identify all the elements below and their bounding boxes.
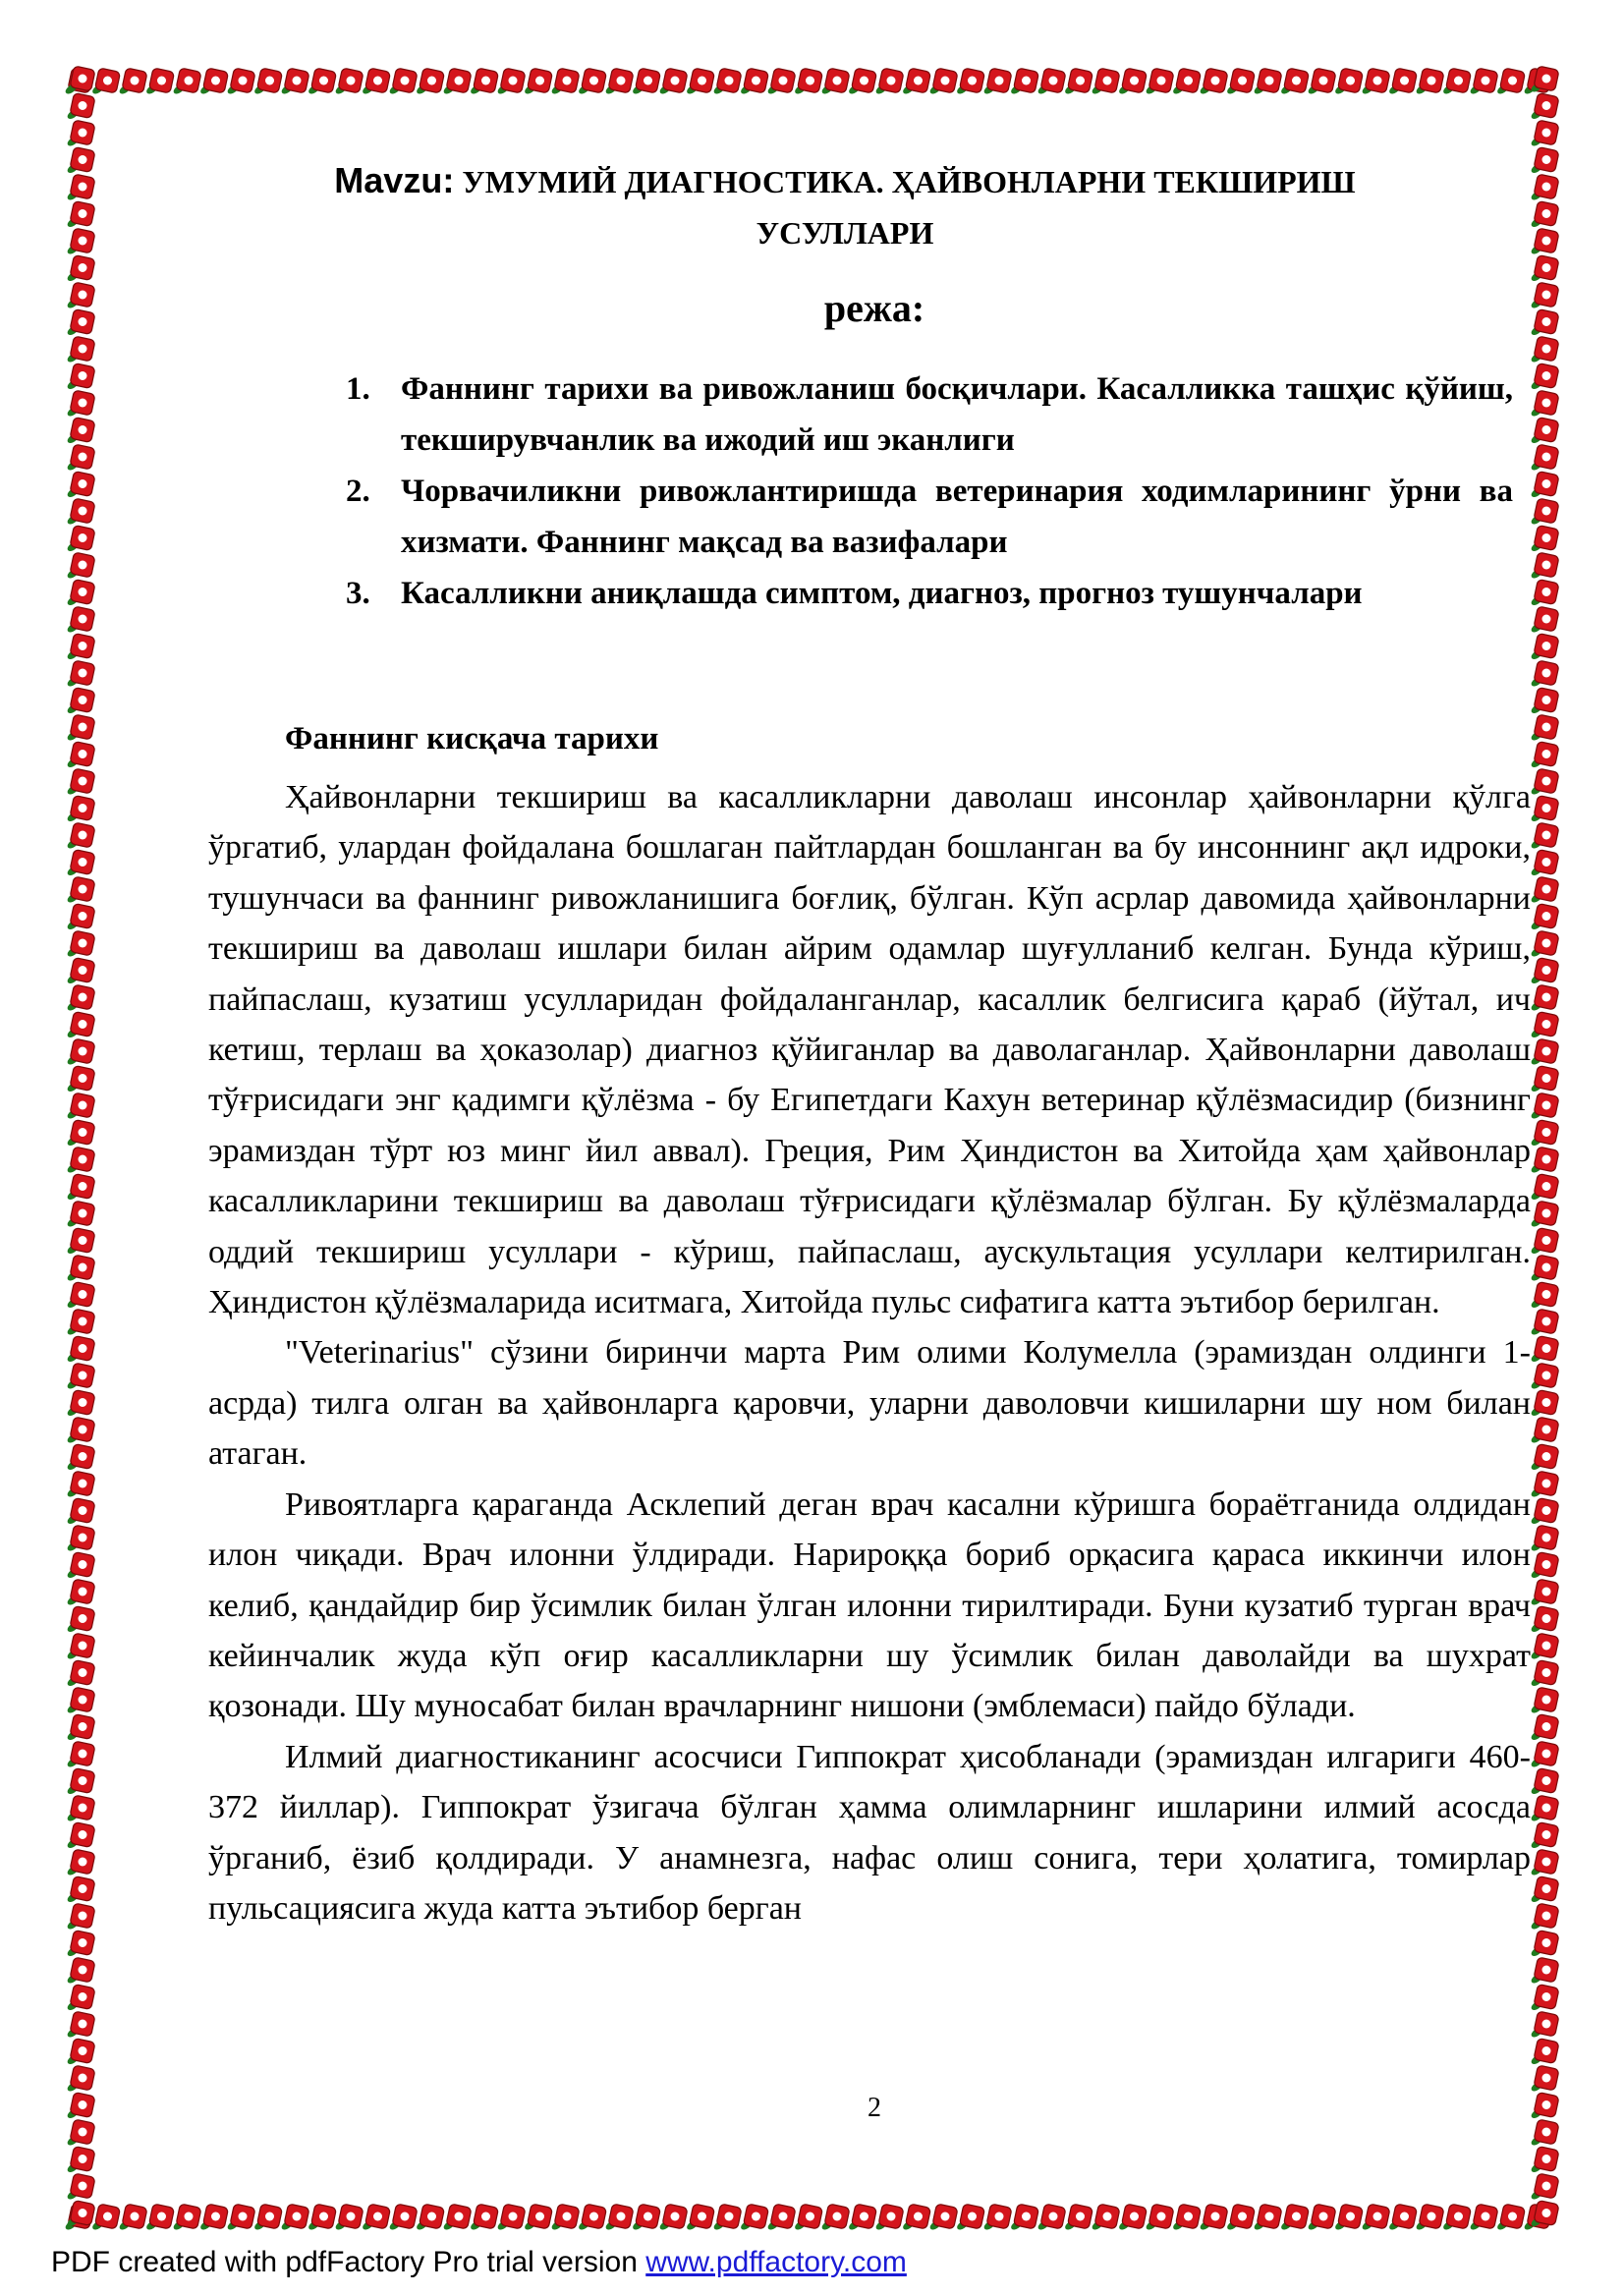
flower-ornament-icon bbox=[66, 849, 95, 876]
flower-ornament-icon bbox=[658, 68, 688, 95]
flower-ornament-icon bbox=[253, 68, 283, 95]
flower-ornament-icon bbox=[66, 1281, 95, 1309]
flower-ornament-icon bbox=[66, 417, 95, 444]
flower-ornament-icon bbox=[1530, 444, 1559, 472]
section-heading: Фаннинг кисқача тарихи bbox=[285, 721, 659, 756]
flower-ornament-icon bbox=[1530, 1335, 1559, 1363]
floral-border-top bbox=[65, 63, 1564, 98]
flower-ornament-icon bbox=[66, 2200, 95, 2227]
flower-ornament-icon bbox=[66, 687, 95, 714]
flower-ornament-icon bbox=[1530, 336, 1559, 364]
flower-ornament-icon bbox=[1530, 1984, 1559, 2011]
flower-ornament-icon bbox=[66, 2173, 95, 2201]
flower-ornament-icon bbox=[66, 1119, 95, 1147]
flower-ornament-icon bbox=[1145, 2204, 1174, 2231]
flower-ornament-icon bbox=[66, 552, 95, 580]
flower-ornament-icon bbox=[1442, 2204, 1472, 2231]
flower-ornament-icon bbox=[1469, 2204, 1498, 2231]
flower-ornament-icon bbox=[928, 2204, 958, 2231]
flower-ornament-icon bbox=[1530, 795, 1559, 822]
flower-ornament-icon bbox=[686, 68, 715, 95]
flower-ornament-icon bbox=[1036, 68, 1066, 95]
flower-ornament-icon bbox=[388, 2204, 418, 2231]
flower-ornament-icon bbox=[604, 68, 634, 95]
flower-ornament-icon bbox=[1530, 606, 1559, 634]
flower-ornament-icon bbox=[66, 1255, 95, 1282]
flower-ornament-icon bbox=[1307, 2204, 1336, 2231]
flower-ornament-icon bbox=[1253, 68, 1282, 95]
flower-ornament-icon bbox=[1361, 68, 1390, 95]
flower-ornament-icon bbox=[118, 68, 147, 95]
flower-ornament-icon bbox=[496, 68, 526, 95]
page-title bbox=[285, 155, 1405, 258]
flower-ornament-icon bbox=[524, 2204, 553, 2231]
flower-ornament-icon bbox=[66, 146, 95, 174]
flower-ornament-icon bbox=[1530, 1255, 1559, 1282]
flower-ornament-icon bbox=[308, 68, 337, 95]
flower-ornament-icon bbox=[66, 1363, 95, 1390]
flower-ornament-icon bbox=[794, 2204, 823, 2231]
flower-ornament-icon bbox=[874, 68, 904, 95]
flower-ornament-icon bbox=[66, 1795, 95, 1822]
flower-ornament-icon bbox=[1530, 1605, 1559, 1633]
flower-ornament-icon bbox=[1307, 68, 1336, 95]
flower-ornament-icon bbox=[1530, 1363, 1559, 1390]
flower-ornament-icon bbox=[66, 200, 95, 228]
flower-ornament-icon bbox=[66, 1767, 95, 1795]
flower-ornament-icon bbox=[1145, 68, 1174, 95]
flower-ornament-icon bbox=[902, 68, 931, 95]
flower-ornament-icon bbox=[66, 660, 95, 688]
flower-ornament-icon bbox=[388, 68, 418, 95]
flower-ornament-icon bbox=[66, 1227, 95, 1255]
flower-ornament-icon bbox=[902, 2204, 931, 2231]
flower-ornament-icon bbox=[1530, 768, 1559, 796]
flower-ornament-icon bbox=[686, 2204, 715, 2231]
flower-ornament-icon bbox=[66, 1147, 95, 1174]
flower-ornament-icon bbox=[1064, 2204, 1093, 2231]
flower-ornament-icon bbox=[1530, 633, 1559, 660]
flower-ornament-icon bbox=[1530, 525, 1559, 552]
plan-item bbox=[346, 568, 1513, 619]
flower-ornament-icon bbox=[1172, 68, 1202, 95]
flower-ornament-icon bbox=[470, 2204, 499, 2231]
flower-ornament-icon bbox=[1530, 2146, 1559, 2173]
flower-ornament-icon bbox=[66, 1849, 95, 1876]
flower-ornament-icon bbox=[66, 1957, 95, 1985]
flower-ornament-icon bbox=[66, 2065, 95, 2093]
flower-ornament-icon bbox=[1415, 2204, 1444, 2231]
flower-ornament-icon bbox=[820, 2204, 850, 2231]
flower-ornament-icon bbox=[578, 68, 607, 95]
flower-ornament-icon bbox=[1530, 1659, 1559, 1687]
flower-ornament-icon bbox=[66, 1659, 95, 1687]
flower-ornament-icon bbox=[66, 471, 95, 498]
flower-ornament-icon bbox=[1091, 2204, 1120, 2231]
flower-ornament-icon bbox=[1530, 1092, 1559, 1120]
flower-ornament-icon bbox=[1530, 2065, 1559, 2093]
flower-ornament-icon bbox=[1091, 68, 1120, 95]
flower-ornament-icon bbox=[66, 120, 95, 147]
flower-ornament-icon bbox=[1334, 68, 1364, 95]
flower-ornament-icon bbox=[1530, 1849, 1559, 1876]
flower-ornament-icon bbox=[118, 2204, 147, 2231]
flower-ornament-icon bbox=[66, 498, 95, 526]
flower-ornament-icon bbox=[334, 68, 364, 95]
flower-ornament-icon bbox=[1530, 200, 1559, 228]
flower-ornament-icon bbox=[604, 2204, 634, 2231]
plan-item-number: 2. bbox=[346, 474, 370, 509]
flower-ornament-icon bbox=[550, 2204, 580, 2231]
flower-ornament-icon bbox=[66, 633, 95, 660]
flower-ornament-icon bbox=[1530, 741, 1559, 768]
flower-ornament-icon bbox=[1496, 2204, 1526, 2231]
flower-ornament-icon bbox=[66, 254, 95, 282]
floral-border-bottom bbox=[65, 2199, 1564, 2234]
flower-ornament-icon bbox=[66, 1876, 95, 1903]
flower-ornament-icon bbox=[956, 68, 985, 95]
flower-ornament-icon bbox=[66, 2146, 95, 2173]
flower-ornament-icon bbox=[66, 741, 95, 768]
flower-ornament-icon bbox=[1530, 849, 1559, 876]
flower-ornament-icon bbox=[66, 1011, 95, 1038]
plan-item bbox=[346, 466, 1513, 568]
flower-ornament-icon bbox=[66, 66, 95, 93]
flower-ornament-icon bbox=[66, 2011, 95, 2039]
flower-ornament-icon bbox=[1530, 930, 1559, 958]
flower-ornament-icon bbox=[848, 2204, 877, 2231]
flower-ornament-icon bbox=[1530, 1876, 1559, 1903]
flower-ornament-icon bbox=[66, 1038, 95, 1066]
flower-ornament-icon bbox=[1530, 957, 1559, 984]
flower-ornament-icon bbox=[1530, 984, 1559, 1012]
pdf-footer bbox=[51, 2246, 907, 2279]
flower-ornament-icon bbox=[1530, 552, 1559, 580]
flower-ornament-icon bbox=[1530, 174, 1559, 201]
flower-ornament-icon bbox=[1530, 1309, 1559, 1336]
title-line-1: УМУМИЙ ДИАГНОСТИКА. ҲАЙВОНЛАРНИ ТЕКШИРИШ bbox=[462, 164, 1356, 199]
flower-ornament-icon bbox=[226, 68, 255, 95]
flower-ornament-icon bbox=[199, 2204, 229, 2231]
flower-ornament-icon bbox=[1010, 68, 1039, 95]
flower-ornament-icon bbox=[658, 2204, 688, 2231]
flower-ornament-icon bbox=[1253, 2204, 1282, 2231]
flower-ornament-icon bbox=[982, 2204, 1012, 2231]
flower-ornament-icon bbox=[66, 822, 95, 850]
flower-ornament-icon bbox=[66, 1687, 95, 1714]
flower-ornament-icon bbox=[1530, 714, 1559, 742]
flower-ornament-icon bbox=[1442, 68, 1472, 95]
flower-ornament-icon bbox=[1530, 903, 1559, 930]
flower-ornament-icon bbox=[66, 984, 95, 1012]
flower-ornament-icon bbox=[66, 92, 95, 120]
flower-ornament-icon bbox=[982, 68, 1012, 95]
flower-ornament-icon bbox=[740, 68, 769, 95]
flower-ornament-icon bbox=[1199, 2204, 1228, 2231]
flower-ornament-icon bbox=[1530, 2011, 1559, 2039]
flower-ornament-icon bbox=[1388, 68, 1418, 95]
flower-ornament-icon bbox=[280, 68, 309, 95]
flower-ornament-icon bbox=[66, 1605, 95, 1633]
flower-ornament-icon bbox=[1226, 2204, 1256, 2231]
flower-ornament-icon bbox=[1199, 68, 1228, 95]
flower-ornament-icon bbox=[1530, 146, 1559, 174]
flower-ornament-icon bbox=[1388, 2204, 1418, 2231]
page-number: 2 bbox=[868, 2093, 881, 2123]
flower-ornament-icon bbox=[1334, 2204, 1364, 2231]
flower-ornament-icon bbox=[1530, 1551, 1559, 1579]
flower-ornament-icon bbox=[1530, 579, 1559, 606]
flower-ornament-icon bbox=[66, 1417, 95, 1444]
flower-ornament-icon bbox=[740, 2204, 769, 2231]
flower-ornament-icon bbox=[1530, 1471, 1559, 1498]
flower-ornament-icon bbox=[1530, 687, 1559, 714]
flower-ornament-icon bbox=[794, 68, 823, 95]
flower-ornament-icon bbox=[632, 2204, 661, 2231]
flower-ornament-icon bbox=[66, 1525, 95, 1552]
plan-heading: режа: bbox=[823, 286, 925, 330]
flower-ornament-icon bbox=[1530, 1957, 1559, 1985]
flower-ornament-icon bbox=[1530, 120, 1559, 147]
flower-ornament-icon bbox=[1530, 2200, 1559, 2227]
title-line-2: УСУЛЛАРИ bbox=[756, 215, 934, 251]
flower-ornament-icon bbox=[550, 68, 580, 95]
flower-ornament-icon bbox=[66, 1471, 95, 1498]
flower-ornament-icon bbox=[66, 1741, 95, 1768]
flower-ornament-icon bbox=[66, 390, 95, 418]
plan-item-text: Чорвачиликни ривожлантиришда ветеринария ходимларининг ўрни ва хизмати. Фаннинг мақсад ва вазифалари bbox=[401, 474, 1513, 560]
flower-ornament-icon bbox=[1172, 2204, 1202, 2231]
flower-ornament-icon bbox=[362, 68, 391, 95]
flower-ornament-icon bbox=[145, 2204, 175, 2231]
flower-ornament-icon bbox=[66, 1443, 95, 1471]
flower-ornament-icon bbox=[1530, 1497, 1559, 1525]
flower-ornament-icon bbox=[66, 1713, 95, 1741]
flower-ornament-icon bbox=[66, 606, 95, 634]
flower-ornament-icon bbox=[66, 768, 95, 796]
flower-ornament-icon bbox=[66, 1335, 95, 1363]
flower-ornament-icon bbox=[578, 2204, 607, 2231]
flower-ornament-icon bbox=[1530, 66, 1559, 93]
flower-ornament-icon bbox=[1280, 68, 1310, 95]
flower-ornament-icon bbox=[496, 2204, 526, 2231]
flower-ornament-icon bbox=[1530, 822, 1559, 850]
flower-ornament-icon bbox=[66, 957, 95, 984]
flower-ornament-icon bbox=[1530, 660, 1559, 688]
flower-ornament-icon bbox=[66, 1930, 95, 1957]
flower-ornament-icon bbox=[1530, 1147, 1559, 1174]
flower-ornament-icon bbox=[66, 1633, 95, 1660]
flower-ornament-icon bbox=[442, 2204, 472, 2231]
flower-ornament-icon bbox=[66, 1092, 95, 1120]
flower-ornament-icon bbox=[1530, 1633, 1559, 1660]
plan-item-text: Касалликни аниқлашда симптом, диагноз, прогноз тушунчалари bbox=[401, 576, 1363, 611]
flower-ornament-icon bbox=[632, 68, 661, 95]
title-prefix: Mavzu: bbox=[334, 160, 455, 200]
footer-text: PDF created with pdfFactory Pro trial version bbox=[51, 2246, 646, 2278]
paragraph: Илмий диагностиканинг асосчиси Гиппократ ҳисобланади (эрамиздан илгариги 460-372 йиллар). Гиппократ ўзигача бўлган ҳамма олимларнинг ишларини илмий асосда ўрганиб, ёзиб қолдиради. У анамнезга, нафас олиш сонига, тери ҳолатига, томирлар пульсациясига жуда катта эътибор берган bbox=[208, 1738, 1531, 1927]
flower-ornament-icon bbox=[1530, 254, 1559, 282]
flower-ornament-icon bbox=[66, 1821, 95, 1849]
paragraph: "Veterinarius" сўзини биринчи марта Рим олими Колумелла (эрамиздан олдинги 1-асрда) тилга олган ва ҳайвонларга қаровчи, уларни даволовчи кишиларни шу ном билан атаган. bbox=[208, 1334, 1531, 1473]
flower-ornament-icon bbox=[1530, 876, 1559, 904]
flower-ornament-icon bbox=[145, 68, 175, 95]
flower-ornament-icon bbox=[1530, 92, 1559, 120]
plan-list bbox=[346, 364, 1513, 619]
plan-item-number: 3. bbox=[346, 576, 370, 611]
flower-ornament-icon bbox=[1118, 2204, 1148, 2231]
flower-ornament-icon bbox=[1530, 1227, 1559, 1255]
flower-ornament-icon bbox=[416, 2204, 445, 2231]
flower-ornament-icon bbox=[66, 1309, 95, 1336]
flower-ornament-icon bbox=[1064, 68, 1093, 95]
plan-item-number: 1. bbox=[346, 371, 370, 407]
paragraph: Ривоятларга қараганда Асклепий деган врач касални кўришга бораётганида олдидан илон чиқади. Врач илонни ўлдиради. Нарироққа бориб орқасига қараса иккинчи илон келиб, қандайдир бир ўсимлик билан ўлган илонни тирилтиради. Буни кузатиб турган врач кейинчалик жуда кўп оғир касалликларни шу ўсимлик билан даволайди ва шухрат қозонади. Шу муносабат билан врачларнинг нишони (эмблемаси) пайдо бўлади. bbox=[208, 1485, 1531, 1725]
flower-ornament-icon bbox=[66, 444, 95, 472]
flower-ornament-icon bbox=[1530, 228, 1559, 255]
floral-border-left bbox=[65, 63, 100, 2234]
paragraph: Ҳайвонларни текшириш ва касалликларни даволаш инсонлар ҳайвонларни қўлга ўргатиб, улардан фойдалана бошлаган пайтлардан бошланган ва бу инсоннинг ақл идроки, тушунчаси ва фаннинг ривожланишига боғлиқ, бўлган. Кўп асрлар давомида ҳайвонларни текшириш ва даволаш ишлари билан айрим одамлар шуғулланиб келган. Бунда кўриш, пайпаслаш, кузатиш усулларидан фойдаланганлар, касаллик белгисига қараб (йўтал, ич кетиш, терлаш ва ҳоказолар) диагноз қўйиганлар ва даволаганлар. Ҳайвонларни даволаш тўғрисидаги энг қадимги қўлёзма - бу Египетдаги Кахун ветеринар қўлёзмасидир (бизнинг эрамиздан тўрт юз минг йил аввал). Греция, Рим Ҳиндистон ва Хитойда ҳам ҳайвонлар касалликларини текшириш ва даволаш тўғрисидаги қўлёзмалар бўлган. Бу қўлёзмаларда оддий текшириш усуллари - кўриш, пайпаслаш, аускультация усуллари келтирилган. Ҳиндистон қўлёзмаларида иситмага, Хитойда пульс сифатига катта эътибор берилган. bbox=[208, 779, 1531, 1321]
flower-ornament-icon bbox=[172, 2204, 201, 2231]
flower-ornament-icon bbox=[66, 1389, 95, 1417]
flower-ornament-icon bbox=[1530, 363, 1559, 390]
flower-ornament-icon bbox=[766, 2204, 796, 2231]
flower-ornament-icon bbox=[66, 363, 95, 390]
flower-ornament-icon bbox=[66, 1065, 95, 1092]
flower-ornament-icon bbox=[66, 903, 95, 930]
flower-ornament-icon bbox=[766, 68, 796, 95]
flower-ornament-icon bbox=[1530, 1201, 1559, 1228]
flower-ornament-icon bbox=[1530, 1741, 1559, 1768]
flower-ornament-icon bbox=[442, 68, 472, 95]
footer-link[interactable]: www.pdffactory.com bbox=[645, 2246, 907, 2278]
flower-ornament-icon bbox=[1530, 2173, 1559, 2201]
flower-ornament-icon bbox=[66, 2038, 95, 2065]
flower-ornament-icon bbox=[1530, 1038, 1559, 1066]
flower-ornament-icon bbox=[362, 2204, 391, 2231]
flower-ornament-icon bbox=[1530, 1713, 1559, 1741]
flower-ornament-icon bbox=[1530, 1417, 1559, 1444]
flower-ornament-icon bbox=[1530, 498, 1559, 526]
flower-ornament-icon bbox=[1118, 68, 1148, 95]
flower-ornament-icon bbox=[1361, 2204, 1390, 2231]
flower-ornament-icon bbox=[1530, 1011, 1559, 1038]
flower-ornament-icon bbox=[1036, 2204, 1066, 2231]
flower-ornament-icon bbox=[66, 876, 95, 904]
flower-ornament-icon bbox=[66, 1497, 95, 1525]
flower-ornament-icon bbox=[1530, 2038, 1559, 2065]
flower-ornament-icon bbox=[66, 174, 95, 201]
flower-ornament-icon bbox=[712, 2204, 742, 2231]
flower-ornament-icon bbox=[66, 1984, 95, 2011]
flower-ornament-icon bbox=[1530, 1795, 1559, 1822]
flower-ornament-icon bbox=[308, 2204, 337, 2231]
flower-ornament-icon bbox=[416, 68, 445, 95]
flower-ornament-icon bbox=[1415, 68, 1444, 95]
flower-ornament-icon bbox=[1010, 2204, 1039, 2231]
flower-ornament-icon bbox=[1280, 2204, 1310, 2231]
flower-ornament-icon bbox=[66, 1173, 95, 1201]
flower-ornament-icon bbox=[1530, 1687, 1559, 1714]
flower-ornament-icon bbox=[1530, 1930, 1559, 1957]
flower-ornament-icon bbox=[1530, 390, 1559, 418]
flower-ornament-icon bbox=[820, 68, 850, 95]
flower-ornament-icon bbox=[956, 2204, 985, 2231]
flower-ornament-icon bbox=[66, 579, 95, 606]
flower-ornament-icon bbox=[226, 2204, 255, 2231]
flower-ornament-icon bbox=[1530, 1173, 1559, 1201]
flower-ornament-icon bbox=[66, 1579, 95, 1606]
flower-ornament-icon bbox=[1530, 1443, 1559, 1471]
flower-ornament-icon bbox=[66, 228, 95, 255]
flower-ornament-icon bbox=[928, 68, 958, 95]
flower-ornament-icon bbox=[1530, 1903, 1559, 1931]
flower-ornament-icon bbox=[199, 68, 229, 95]
floral-border-right bbox=[1529, 63, 1564, 2234]
flower-ornament-icon bbox=[1530, 471, 1559, 498]
flower-ornament-icon bbox=[66, 1903, 95, 1931]
flower-ornament-icon bbox=[470, 68, 499, 95]
flower-ornament-icon bbox=[66, 525, 95, 552]
flower-ornament-icon bbox=[1530, 1389, 1559, 1417]
flower-ornament-icon bbox=[1530, 1767, 1559, 1795]
flower-ornament-icon bbox=[253, 2204, 283, 2231]
flower-ornament-icon bbox=[66, 714, 95, 742]
plan-item-text: Фаннинг тарихи ва ривожланиш босқичлари. Касалликка ташҳис қўйиш, текширувчанлик ва ижодий иш эканлиги bbox=[401, 371, 1513, 458]
flower-ornament-icon bbox=[1530, 1065, 1559, 1092]
flower-ornament-icon bbox=[280, 2204, 309, 2231]
flower-ornament-icon bbox=[1530, 417, 1559, 444]
flower-ornament-icon bbox=[66, 1201, 95, 1228]
flower-ornament-icon bbox=[712, 68, 742, 95]
body-text bbox=[208, 772, 1531, 1933]
flower-ornament-icon bbox=[172, 68, 201, 95]
flower-ornament-icon bbox=[1530, 1579, 1559, 1606]
flower-ornament-icon bbox=[66, 930, 95, 958]
flower-ornament-icon bbox=[1530, 1525, 1559, 1552]
flower-ornament-icon bbox=[66, 795, 95, 822]
flower-ornament-icon bbox=[66, 336, 95, 364]
flower-ornament-icon bbox=[874, 2204, 904, 2231]
flower-ornament-icon bbox=[66, 1551, 95, 1579]
plan-item bbox=[346, 364, 1513, 466]
flower-ornament-icon bbox=[1530, 1281, 1559, 1309]
flower-ornament-icon bbox=[1226, 68, 1256, 95]
flower-ornament-icon bbox=[1530, 1821, 1559, 1849]
flower-ornament-icon bbox=[848, 68, 877, 95]
flower-ornament-icon bbox=[1496, 68, 1526, 95]
flower-ornament-icon bbox=[1469, 68, 1498, 95]
flower-ornament-icon bbox=[524, 68, 553, 95]
flower-ornament-icon bbox=[334, 2204, 364, 2231]
flower-ornament-icon bbox=[1530, 1119, 1559, 1147]
